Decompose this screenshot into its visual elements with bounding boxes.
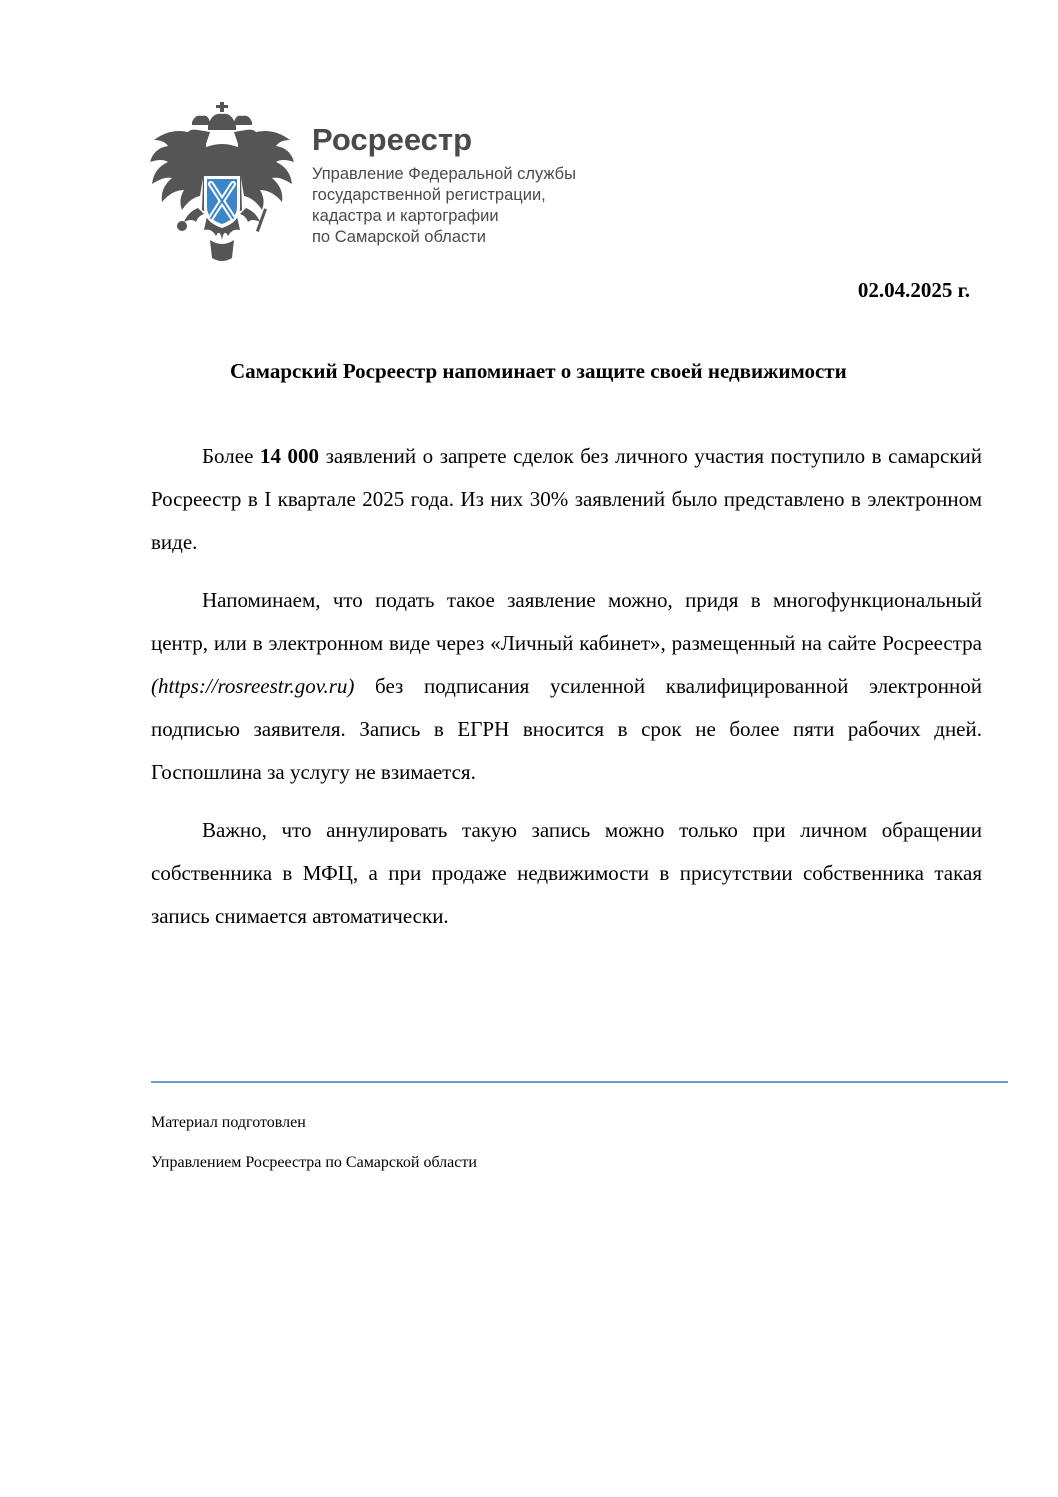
brand-subtitle-line: Управление Федеральной службы: [312, 165, 576, 183]
highlight-number: 14 000: [259, 444, 320, 468]
document-title: Самарский Росреестр напоминает о защите своей недвижимости: [230, 359, 847, 383]
footer-organization: Управлением Росреестра по Самарской области: [151, 1154, 477, 1171]
paragraph-cancellation: Важно, что аннулировать такую запись можно только при личном обращении собственника в МФЦ, а при продаже недвижимости в присутствии собственника такая запись снимается автоматически.: [151, 818, 982, 928]
brand-block: [312, 122, 642, 248]
brand-name: Росреестр: [312, 122, 473, 157]
footer-prepared-by: Материал подготовлен: [151, 1114, 306, 1131]
brand-subtitle: [312, 164, 642, 248]
brand-subtitle-line: государственной регистрации,: [312, 186, 546, 204]
document-date: 02.04.2025 г.: [857, 278, 970, 302]
footer-divider: [151, 1081, 1008, 1083]
paragraph-text: Напоминаем, что подать такое заявление можно, придя в многофункциональный центр, или в электронном виде через «Личный кабинет», размещенный на сайте Росреестра: [151, 588, 982, 655]
double-headed-eagle-emblem-icon: [148, 100, 300, 265]
website-link-text: (https://rosreestr.gov.ru): [151, 674, 355, 698]
footer: [151, 1113, 477, 1193]
brand-subtitle-line: кадастра и картографии: [312, 207, 499, 225]
letterhead: [148, 100, 648, 265]
document-body: [151, 435, 982, 953]
paragraph-text: без подписания усиленной квалифицированной электронной подписью заявителя. Запись в ЕГРН вносится в срок не более пяти рабочих дней. Госпошлина за услугу не взимается.: [151, 674, 982, 784]
paragraph-how-to-apply: [151, 579, 982, 794]
paragraph-text: Более: [202, 444, 260, 468]
paragraph-statistics: [151, 435, 982, 564]
brand-subtitle-line: по Самарской области: [312, 228, 487, 246]
paragraph-text: заявлений о запрете сделок без личного участия поступило в самарский Росреестр в I квартале 2025 года. Из них 30% заявлений было представлено в электронном виде.: [151, 444, 983, 554]
